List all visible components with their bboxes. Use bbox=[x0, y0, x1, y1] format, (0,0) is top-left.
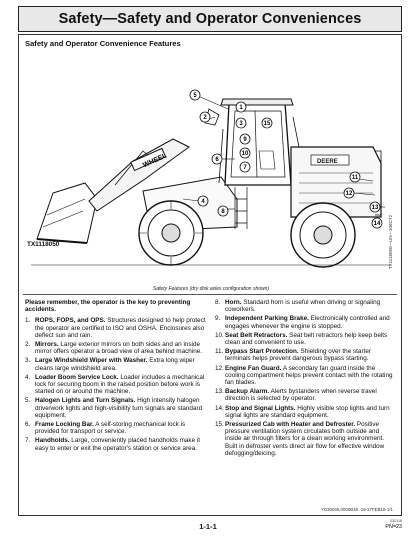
feature-description: A secondary fan guard inside the cooling compartment helps prevent contact with the rotating fan blades. bbox=[225, 364, 393, 387]
feature-description: High intensity halogen drive/work lights and high-visibility turn signals are standard equipment. bbox=[35, 397, 203, 419]
feature-term: Backup Alarm. bbox=[225, 388, 270, 396]
feature-item bbox=[25, 317, 206, 339]
svg-text:13: 13 bbox=[371, 205, 379, 211]
feature-number: 6. bbox=[25, 421, 31, 429]
pn-label: PN=23 bbox=[385, 524, 402, 530]
feature-number: 13. bbox=[215, 388, 224, 396]
feature-text bbox=[35, 317, 206, 339]
feature-number: 4. bbox=[25, 373, 31, 381]
feature-number: 3. bbox=[25, 357, 31, 365]
feature-number: 10. bbox=[215, 331, 224, 339]
feature-item bbox=[215, 388, 396, 402]
pn-block bbox=[385, 518, 402, 530]
feature-text bbox=[225, 388, 396, 402]
feature-text bbox=[225, 299, 396, 313]
callout-2 bbox=[200, 112, 210, 122]
pn-date: 030116 bbox=[390, 519, 402, 523]
svg-text:6: 6 bbox=[215, 157, 219, 163]
feature-item bbox=[25, 397, 206, 419]
feature-text bbox=[225, 365, 396, 387]
features-left-column bbox=[25, 299, 206, 454]
feature-description: Standard horn is useful when driving or signaling coworkers. bbox=[225, 299, 381, 314]
feature-term: Halogen Lights and Turn Signals. bbox=[35, 397, 136, 405]
feature-item bbox=[25, 421, 206, 435]
feature-item bbox=[215, 365, 396, 387]
feature-term: ROPS, FOPS, and OPS. bbox=[35, 317, 106, 325]
callout-6 bbox=[212, 154, 222, 164]
callout-1 bbox=[236, 102, 246, 112]
feature-term: Engine Fan Guard. bbox=[225, 364, 282, 372]
feature-description: Extra long wiper cleans large windshield area. bbox=[35, 357, 195, 372]
callout-13 bbox=[370, 202, 380, 212]
feature-text bbox=[35, 374, 206, 396]
feature-number: 14. bbox=[215, 404, 224, 412]
callout-4 bbox=[198, 196, 208, 206]
boom-brand-text: WHEEL bbox=[142, 152, 168, 170]
content-frame bbox=[18, 34, 402, 516]
wheel-loader-illustration bbox=[23, 51, 399, 277]
feature-description: Large exterior mirrors on both sides and an inside mirror offers operator a broad view of area behind machine. bbox=[35, 341, 203, 356]
features-right-column bbox=[215, 299, 396, 459]
svg-text:3: 3 bbox=[239, 121, 243, 127]
feature-description: Shielding over the starter terminals helps prevent dangerous bypass starting. bbox=[225, 348, 371, 363]
feature-text bbox=[35, 341, 206, 355]
callout-12 bbox=[344, 188, 354, 198]
svg-text:5: 5 bbox=[193, 93, 197, 99]
feature-description: Alerts bystanders when reverse travel direction is selected by operator. bbox=[225, 388, 377, 403]
feature-term: Independent Parking Brake. bbox=[225, 315, 309, 323]
feature-number: 5. bbox=[25, 397, 31, 405]
callout-9 bbox=[240, 134, 250, 144]
svg-text:7: 7 bbox=[243, 165, 247, 171]
svg-text:10: 10 bbox=[241, 151, 249, 157]
feature-text bbox=[225, 405, 396, 419]
features-left-list bbox=[25, 317, 206, 451]
svg-text:1: 1 bbox=[239, 105, 243, 111]
feature-term: Horn. bbox=[225, 299, 242, 306]
feature-item bbox=[215, 299, 396, 313]
feature-term: Frame Locking Bar. bbox=[35, 421, 94, 429]
svg-text:2: 2 bbox=[203, 115, 207, 121]
feature-description: Seat belt retractors help keep belts clean and convenient to use. bbox=[225, 331, 388, 347]
callout-10 bbox=[240, 148, 250, 158]
feature-number: 7. bbox=[25, 437, 31, 445]
feature-text bbox=[225, 315, 396, 329]
feature-description: Electronically controlled and engages whenever the engine is stopped. bbox=[225, 315, 390, 330]
svg-text:12: 12 bbox=[345, 191, 353, 197]
page-title-banner bbox=[18, 6, 402, 32]
features-right-list bbox=[215, 299, 396, 457]
feature-term: Bypass Start Protection. bbox=[225, 348, 299, 356]
feature-item bbox=[215, 405, 396, 419]
callout-5 bbox=[190, 90, 200, 100]
feature-description: Large, conveniently placed handholds make it easy to enter or exit the operator's station or service area. bbox=[35, 437, 201, 452]
feature-item bbox=[215, 315, 396, 329]
feature-text bbox=[35, 397, 206, 419]
feature-text bbox=[35, 357, 206, 371]
svg-text:11: 11 bbox=[351, 175, 359, 181]
callout-14 bbox=[372, 218, 382, 228]
svg-text:15: 15 bbox=[263, 121, 271, 127]
feature-term: Handholds. bbox=[35, 437, 70, 445]
callout-3 bbox=[236, 118, 246, 128]
section-title: Safety and Operator Convenience Features bbox=[25, 39, 181, 48]
feature-number: 9. bbox=[215, 315, 221, 323]
figure-caption: Safety Features (dry disk axles configuration shown) bbox=[152, 286, 270, 292]
feature-item bbox=[25, 341, 206, 355]
page-title: Safety—Safety and Operator Conveniences bbox=[58, 11, 362, 27]
feature-item bbox=[215, 421, 396, 457]
feature-item bbox=[25, 357, 206, 371]
feature-item bbox=[215, 348, 396, 362]
feature-number: 11. bbox=[215, 348, 224, 356]
svg-text:14: 14 bbox=[373, 221, 381, 227]
feature-term: Large Windshield Wiper with Washer. bbox=[35, 357, 148, 365]
callout-15 bbox=[262, 118, 272, 128]
feature-number: 15. bbox=[215, 421, 224, 429]
figure-side-code: TX1118050—UN—106CT2 bbox=[388, 215, 393, 270]
feature-text bbox=[225, 421, 396, 457]
feature-item bbox=[215, 332, 396, 346]
callout-7 bbox=[240, 162, 250, 172]
feature-term: Loader Boom Service Lock. bbox=[35, 373, 119, 381]
feature-number: 1. bbox=[25, 317, 31, 325]
feature-text bbox=[225, 332, 396, 346]
engine-hood-text: DEERE bbox=[317, 159, 338, 165]
divider bbox=[23, 294, 397, 295]
feature-description: Structures designed to help protect the operator are certified to ISO and OSHA. Enclosures also deflect sun and rain. bbox=[35, 317, 206, 339]
svg-text:4: 4 bbox=[201, 199, 205, 205]
feature-term: Stop and Signal Lights. bbox=[225, 404, 296, 412]
feature-text bbox=[225, 348, 396, 362]
svg-text:8: 8 bbox=[221, 209, 225, 215]
feature-item bbox=[25, 374, 206, 396]
feature-number: 12. bbox=[215, 364, 224, 372]
feature-number: 2. bbox=[25, 341, 31, 349]
feature-text bbox=[35, 421, 206, 435]
feature-item bbox=[25, 437, 206, 451]
svg-text:9: 9 bbox=[243, 137, 247, 143]
intro-text: Please remember, the operator is the key to preventing accidents. bbox=[25, 299, 191, 314]
feature-description: Loader includes a mechanical lock for securing boom in the raised position before work is started on or around the machine. bbox=[35, 373, 205, 396]
feature-description: Highly visible stop lights and turn signal lights are standard equipment. bbox=[225, 404, 390, 419]
feature-text bbox=[35, 437, 206, 451]
feature-term: Pressurized Cab with Heater and Defroster. bbox=[225, 421, 356, 429]
callout-8 bbox=[218, 206, 228, 216]
feature-description: A self-storing mechanical lock is provided for transport or service. bbox=[35, 421, 186, 436]
feature-description: Positive pressure ventilation system circulates both outside and inside air through filters for a clean working environment. Built in defroster vents direct air flow for effective window defogging/deicing. bbox=[225, 421, 385, 457]
feature-term: Seat Belt Retractors. bbox=[225, 331, 288, 339]
callout-11 bbox=[350, 172, 360, 182]
page-number: 1-1-1 bbox=[199, 522, 217, 531]
figure-id: TX1118050 bbox=[27, 241, 60, 248]
feature-term: Mirrors. bbox=[35, 341, 59, 349]
feature-number: 8. bbox=[215, 299, 221, 306]
document-reference: YD30046,0000B46 -19-17FEB16-1/1 bbox=[320, 507, 393, 512]
